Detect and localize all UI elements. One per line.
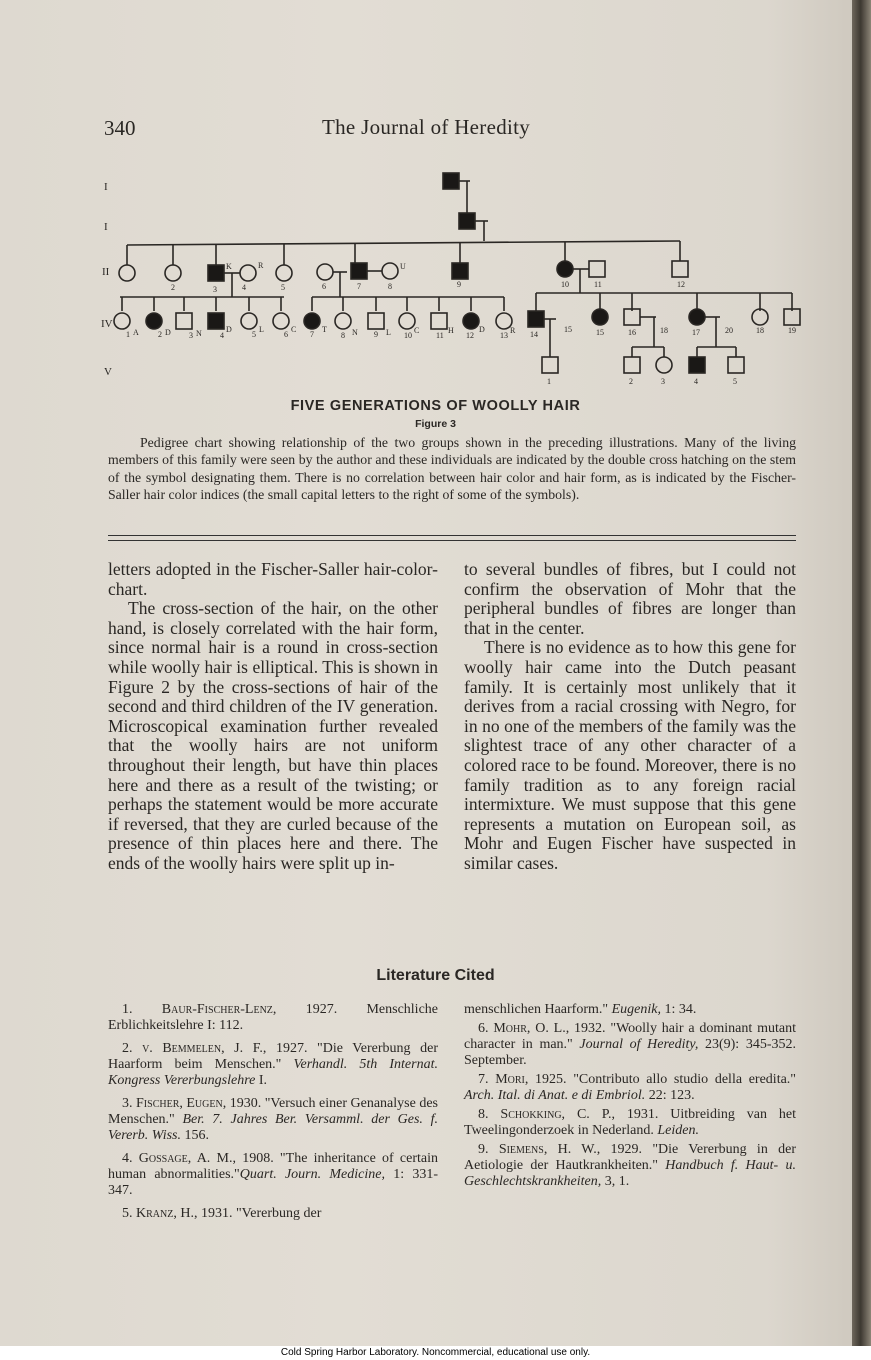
svg-text:11: 11	[436, 331, 444, 340]
male-symbol	[784, 309, 800, 325]
svg-text:17: 17	[692, 328, 700, 337]
svg-text:7: 7	[310, 330, 314, 339]
reference-item: 3. Fischer, Eugen, 1930. "Versuch einer Genanalyse des Menschen." Ber. 7. Jahres Ber. Versamml. der Ges. f. Vererb. Wiss. 156.	[108, 1096, 438, 1143]
male-symbol	[176, 313, 192, 329]
svg-text:16: 16	[628, 328, 636, 337]
svg-text:5: 5	[281, 283, 285, 292]
affected-female-symbol	[304, 313, 320, 329]
body-column-right	[464, 560, 796, 874]
svg-text:5: 5	[252, 330, 256, 339]
svg-text:1: 1	[126, 330, 130, 339]
divider-rule	[108, 540, 796, 541]
svg-text:N: N	[196, 329, 202, 338]
gen-label: V	[104, 366, 112, 378]
svg-text:15: 15	[564, 325, 572, 334]
affected-female-symbol	[557, 261, 573, 277]
affected-female-symbol	[146, 313, 162, 329]
svg-text:L: L	[259, 325, 264, 334]
female-symbol	[382, 263, 398, 279]
svg-text:6: 6	[284, 330, 288, 339]
affected-male-symbol	[351, 263, 367, 279]
svg-text:2: 2	[171, 283, 175, 292]
affected-female-symbol	[592, 309, 608, 325]
affected-male-symbol	[452, 263, 468, 279]
svg-text:20: 20	[725, 326, 733, 335]
reference-item: menschlichen Haarform." Eugenik, 1: 34.	[464, 1002, 697, 1017]
svg-text:2: 2	[158, 330, 162, 339]
svg-text:2: 2	[629, 377, 633, 386]
affected-male-symbol	[208, 265, 224, 281]
svg-text:D: D	[479, 325, 485, 334]
svg-text:D: D	[226, 325, 232, 334]
reference-item: 2. v. Bemmelen, J. F., 1927. "Die Vererbung der Haarform beim Menschen." Verhandl. 5th Internat. Kongress Vererbungslehre I.	[108, 1041, 438, 1088]
affected-male-symbol	[208, 313, 224, 329]
male-symbol	[624, 357, 640, 373]
affected-female-symbol	[463, 313, 479, 329]
svg-text:R: R	[258, 261, 264, 270]
female-symbol	[114, 313, 130, 329]
male-symbol	[542, 357, 558, 373]
svg-text:11: 11	[594, 280, 602, 289]
affected-male-symbol	[689, 357, 705, 373]
paragraph: The cross-section of the hair, on the other hand, is closely correlated with the hair form, since normal hair is a round in cross-section while woolly hair is elliptical. This is shown in Figure 2 by the cross-sections of hair of the second and third children of the IV generation. Microscopical examination further revealed that the woolly hairs are not uniform throughout their length, but have thin places here and there as a result of the twisting; or perhaps the statement would be more accurate if reversed, that they are curled because of the presence of thin places here and there. The ends of the woolly hairs were split up in-	[108, 598, 438, 873]
gen-label: II	[102, 266, 110, 278]
pedigree-chart	[0, 165, 871, 395]
affected-male-symbol	[528, 311, 544, 327]
running-head: The Journal of Heredity	[322, 115, 531, 139]
svg-text:7: 7	[357, 282, 361, 291]
svg-text:12: 12	[466, 331, 474, 340]
svg-text:4: 4	[220, 331, 224, 340]
svg-text:18: 18	[660, 326, 668, 335]
paragraph: letters adopted in the Fischer-Saller hair-color-chart.	[108, 559, 438, 599]
svg-text:14: 14	[530, 330, 538, 339]
svg-text:8: 8	[341, 331, 345, 340]
female-symbol	[399, 313, 415, 329]
gen-label: IV	[101, 318, 113, 330]
svg-text:19: 19	[788, 326, 796, 335]
female-symbol	[273, 313, 289, 329]
svg-text:L: L	[386, 328, 391, 337]
female-symbol	[656, 357, 672, 373]
female-symbol	[165, 265, 181, 281]
reference-item: 1. Baur-Fischer-Lenz, 1927. Menschliche Erblichkeitslehre I: 112.	[108, 1002, 438, 1033]
svg-text:3: 3	[213, 285, 217, 294]
figure-caption: Pedigree chart showing relationship of the two groups shown in the preceding illustrations. Many of the living members of this family were seen by the author and these individuals are indicated by the double cross hatching on the stem of the symbol designating them. There is no correlation between hair color and hair form, as is indicated by the Fischer-Saller hair color indices (the small capital letters to the right of some of the symbols).	[108, 435, 796, 503]
gen-label: I	[104, 221, 108, 233]
female-symbol	[335, 313, 351, 329]
svg-text:D: D	[165, 328, 171, 337]
svg-text:10: 10	[404, 331, 412, 340]
male-symbol	[728, 357, 744, 373]
book-spine	[852, 0, 871, 1346]
svg-text:18: 18	[756, 326, 764, 335]
female-symbol	[317, 264, 333, 280]
affected-female-symbol	[689, 309, 705, 325]
female-symbol	[276, 265, 292, 281]
references-left	[108, 1002, 438, 1229]
svg-text:8: 8	[388, 282, 392, 291]
svg-text:C: C	[291, 325, 297, 334]
male-symbol	[672, 261, 688, 277]
gen-label: I	[104, 181, 108, 193]
svg-text:13: 13	[500, 331, 508, 340]
svg-text:4: 4	[242, 283, 246, 292]
female-symbol	[119, 265, 135, 281]
reference-item: 9. Siemens, H. W., 1929. "Die Vererbung in der Aetiologie der Hautkrankheiten." Handbuch f. Haut- u. Geschlechtskrankheiten, 3, 1.	[464, 1142, 796, 1189]
body-column-left	[108, 560, 438, 874]
svg-text:9: 9	[374, 330, 378, 339]
figure-title: FIVE GENERATIONS OF WOOLLY HAIR	[290, 398, 581, 414]
figure-label: Figure 3	[415, 418, 456, 430]
affected-male-symbol	[443, 173, 459, 189]
svg-text:4: 4	[694, 377, 698, 386]
svg-text:T: T	[322, 325, 327, 334]
svg-text:H: H	[448, 326, 454, 335]
svg-text:9: 9	[457, 280, 461, 289]
svg-text:U: U	[400, 262, 406, 271]
svg-text:3: 3	[661, 377, 665, 386]
svg-text:15: 15	[596, 328, 604, 337]
svg-text:12: 12	[677, 280, 685, 289]
divider-rule	[108, 535, 796, 536]
footer-credit: Cold Spring Harbor Laboratory. Noncommercial, educational use only.	[0, 1346, 871, 1360]
literature-heading: Literature Cited	[376, 967, 495, 984]
svg-text:C: C	[414, 326, 420, 335]
svg-text:A: A	[133, 328, 139, 337]
reference-item: 7. Mori, 1925. "Contributo allo studio della eredita." Arch. Ital. di Anat. e di Embriol. 22: 123.	[464, 1072, 797, 1103]
svg-text:5: 5	[733, 377, 737, 386]
male-symbol	[624, 309, 640, 325]
paragraph: to several bundles of fibres, but I could not confirm the observation of Mohr that the peripheral bundles of fibres are longer than that in the center.	[464, 559, 796, 638]
page-number: 340	[104, 116, 136, 140]
svg-text:10: 10	[561, 280, 569, 289]
affected-male-symbol	[459, 213, 475, 229]
svg-text:R: R	[510, 326, 516, 335]
paragraph: There is no evidence as to how this gene for woolly hair came into the Dutch peasant family. It is certainly most unlikely that it derives from a racial crossing with Negro, for in no one of the members of the family was the slightest trace of any other character of a colored race to be found. Moreover, there is no family tradition as to any foreign racial intermixture. We must suppose that this gene represents a mutation on European soil, as Mohr and Eugen Fischer have suspected in similar cases.	[464, 637, 796, 873]
svg-text:1: 1	[547, 377, 551, 386]
male-symbol	[368, 313, 384, 329]
female-symbol	[241, 313, 257, 329]
female-symbol	[752, 309, 768, 325]
male-symbol	[589, 261, 605, 277]
svg-text:3: 3	[189, 331, 193, 340]
reference-item: 8. Schokking, C. P., 1931. Uitbreiding van het Tweelingonderzoek in Nederland. Leiden.	[464, 1107, 796, 1138]
female-symbol	[240, 265, 256, 281]
svg-text:K: K	[226, 262, 232, 271]
reference-item: 6. Mohr, O. L., 1932. "Woolly hair a dominant mutant character in man." Journal of Heredity, 23(9): 345-352. September.	[464, 1021, 796, 1068]
svg-text:6: 6	[322, 282, 326, 291]
references-right	[464, 1002, 796, 1193]
reference-item: 4. Gossage, A. M., 1908. "The inheritance of certain human abnormalities."Quart. Journ. Medicine, 1: 331-347.	[108, 1151, 439, 1198]
reference-item: 5. Kranz, H., 1931. "Vererbung der	[122, 1206, 322, 1221]
male-symbol	[431, 313, 447, 329]
svg-text:N: N	[352, 328, 358, 337]
